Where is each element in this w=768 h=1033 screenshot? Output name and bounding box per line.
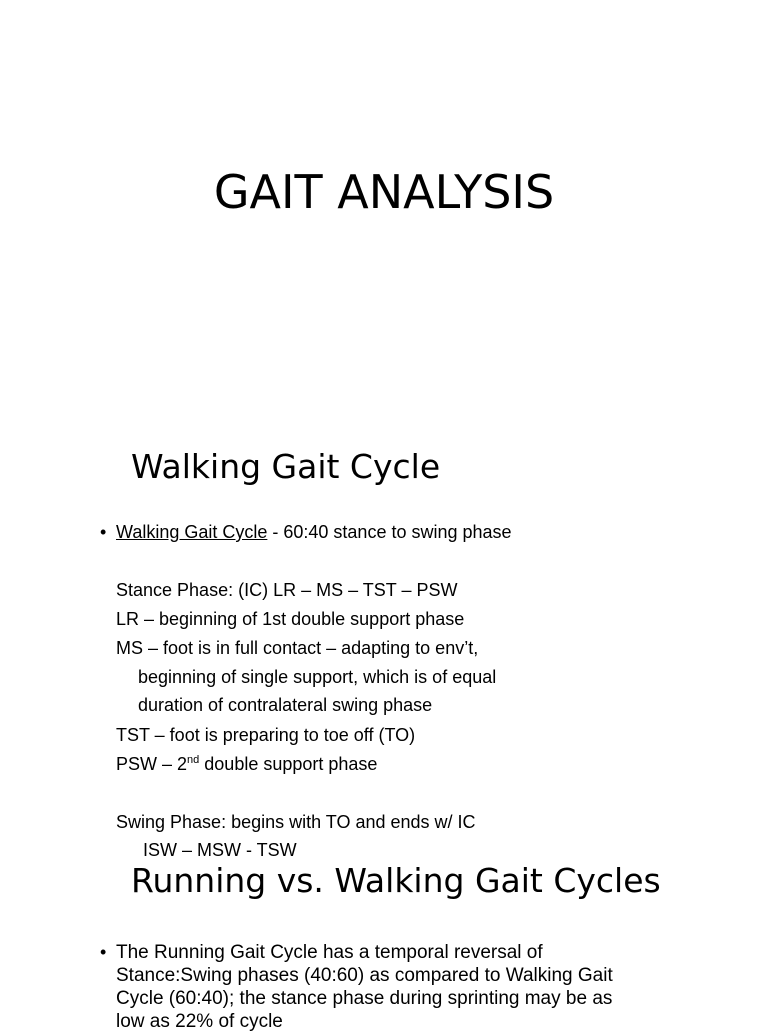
psw-line xyxy=(116,753,377,775)
walking-cycle-bullet xyxy=(116,521,512,543)
tst-line: TST – foot is preparing to toe off (TO) xyxy=(116,725,416,745)
section-heading-walking: Walking Gait Cycle xyxy=(131,447,441,486)
bullet-marker: • xyxy=(100,522,107,542)
page-title: GAIT ANALYSIS xyxy=(213,165,555,219)
swing-phase-line: Swing Phase: begins with TO and ends w/ IC xyxy=(116,812,476,832)
psw-ordinal: nd xyxy=(187,754,200,766)
stance-phase-line: Stance Phase: (IC) LR – MS – TST – PSW xyxy=(116,580,458,600)
ms-line-3: duration of contralateral swing phase xyxy=(138,695,433,715)
psw-rest: double support phase xyxy=(199,754,378,774)
ms-line-1: MS – foot is in full contact – adapting to env’t, xyxy=(116,638,479,658)
running-cycle-paragraph: The Running Gait Cycle has a temporal reversal of Stance:Swing phases (40:60) as compared to Walking Gait Cycle (60:40); the stance phase during sprinting may be as low as 22% of cycle xyxy=(116,942,613,1032)
psw-prefix: PSW – 2 xyxy=(116,754,188,774)
walking-cycle-term: Walking Gait Cycle xyxy=(116,522,268,542)
swing-subphases-line: ISW – MSW - TSW xyxy=(143,840,297,860)
section-heading-running: Running vs. Walking Gait Cycles xyxy=(131,861,661,900)
lr-line: LR – beginning of 1st double support phase xyxy=(116,609,465,629)
walking-cycle-ratio: - 60:40 stance to swing phase xyxy=(267,522,512,542)
bullet-marker: • xyxy=(100,942,107,962)
ms-line-2: beginning of single support, which is of equal xyxy=(138,667,497,687)
